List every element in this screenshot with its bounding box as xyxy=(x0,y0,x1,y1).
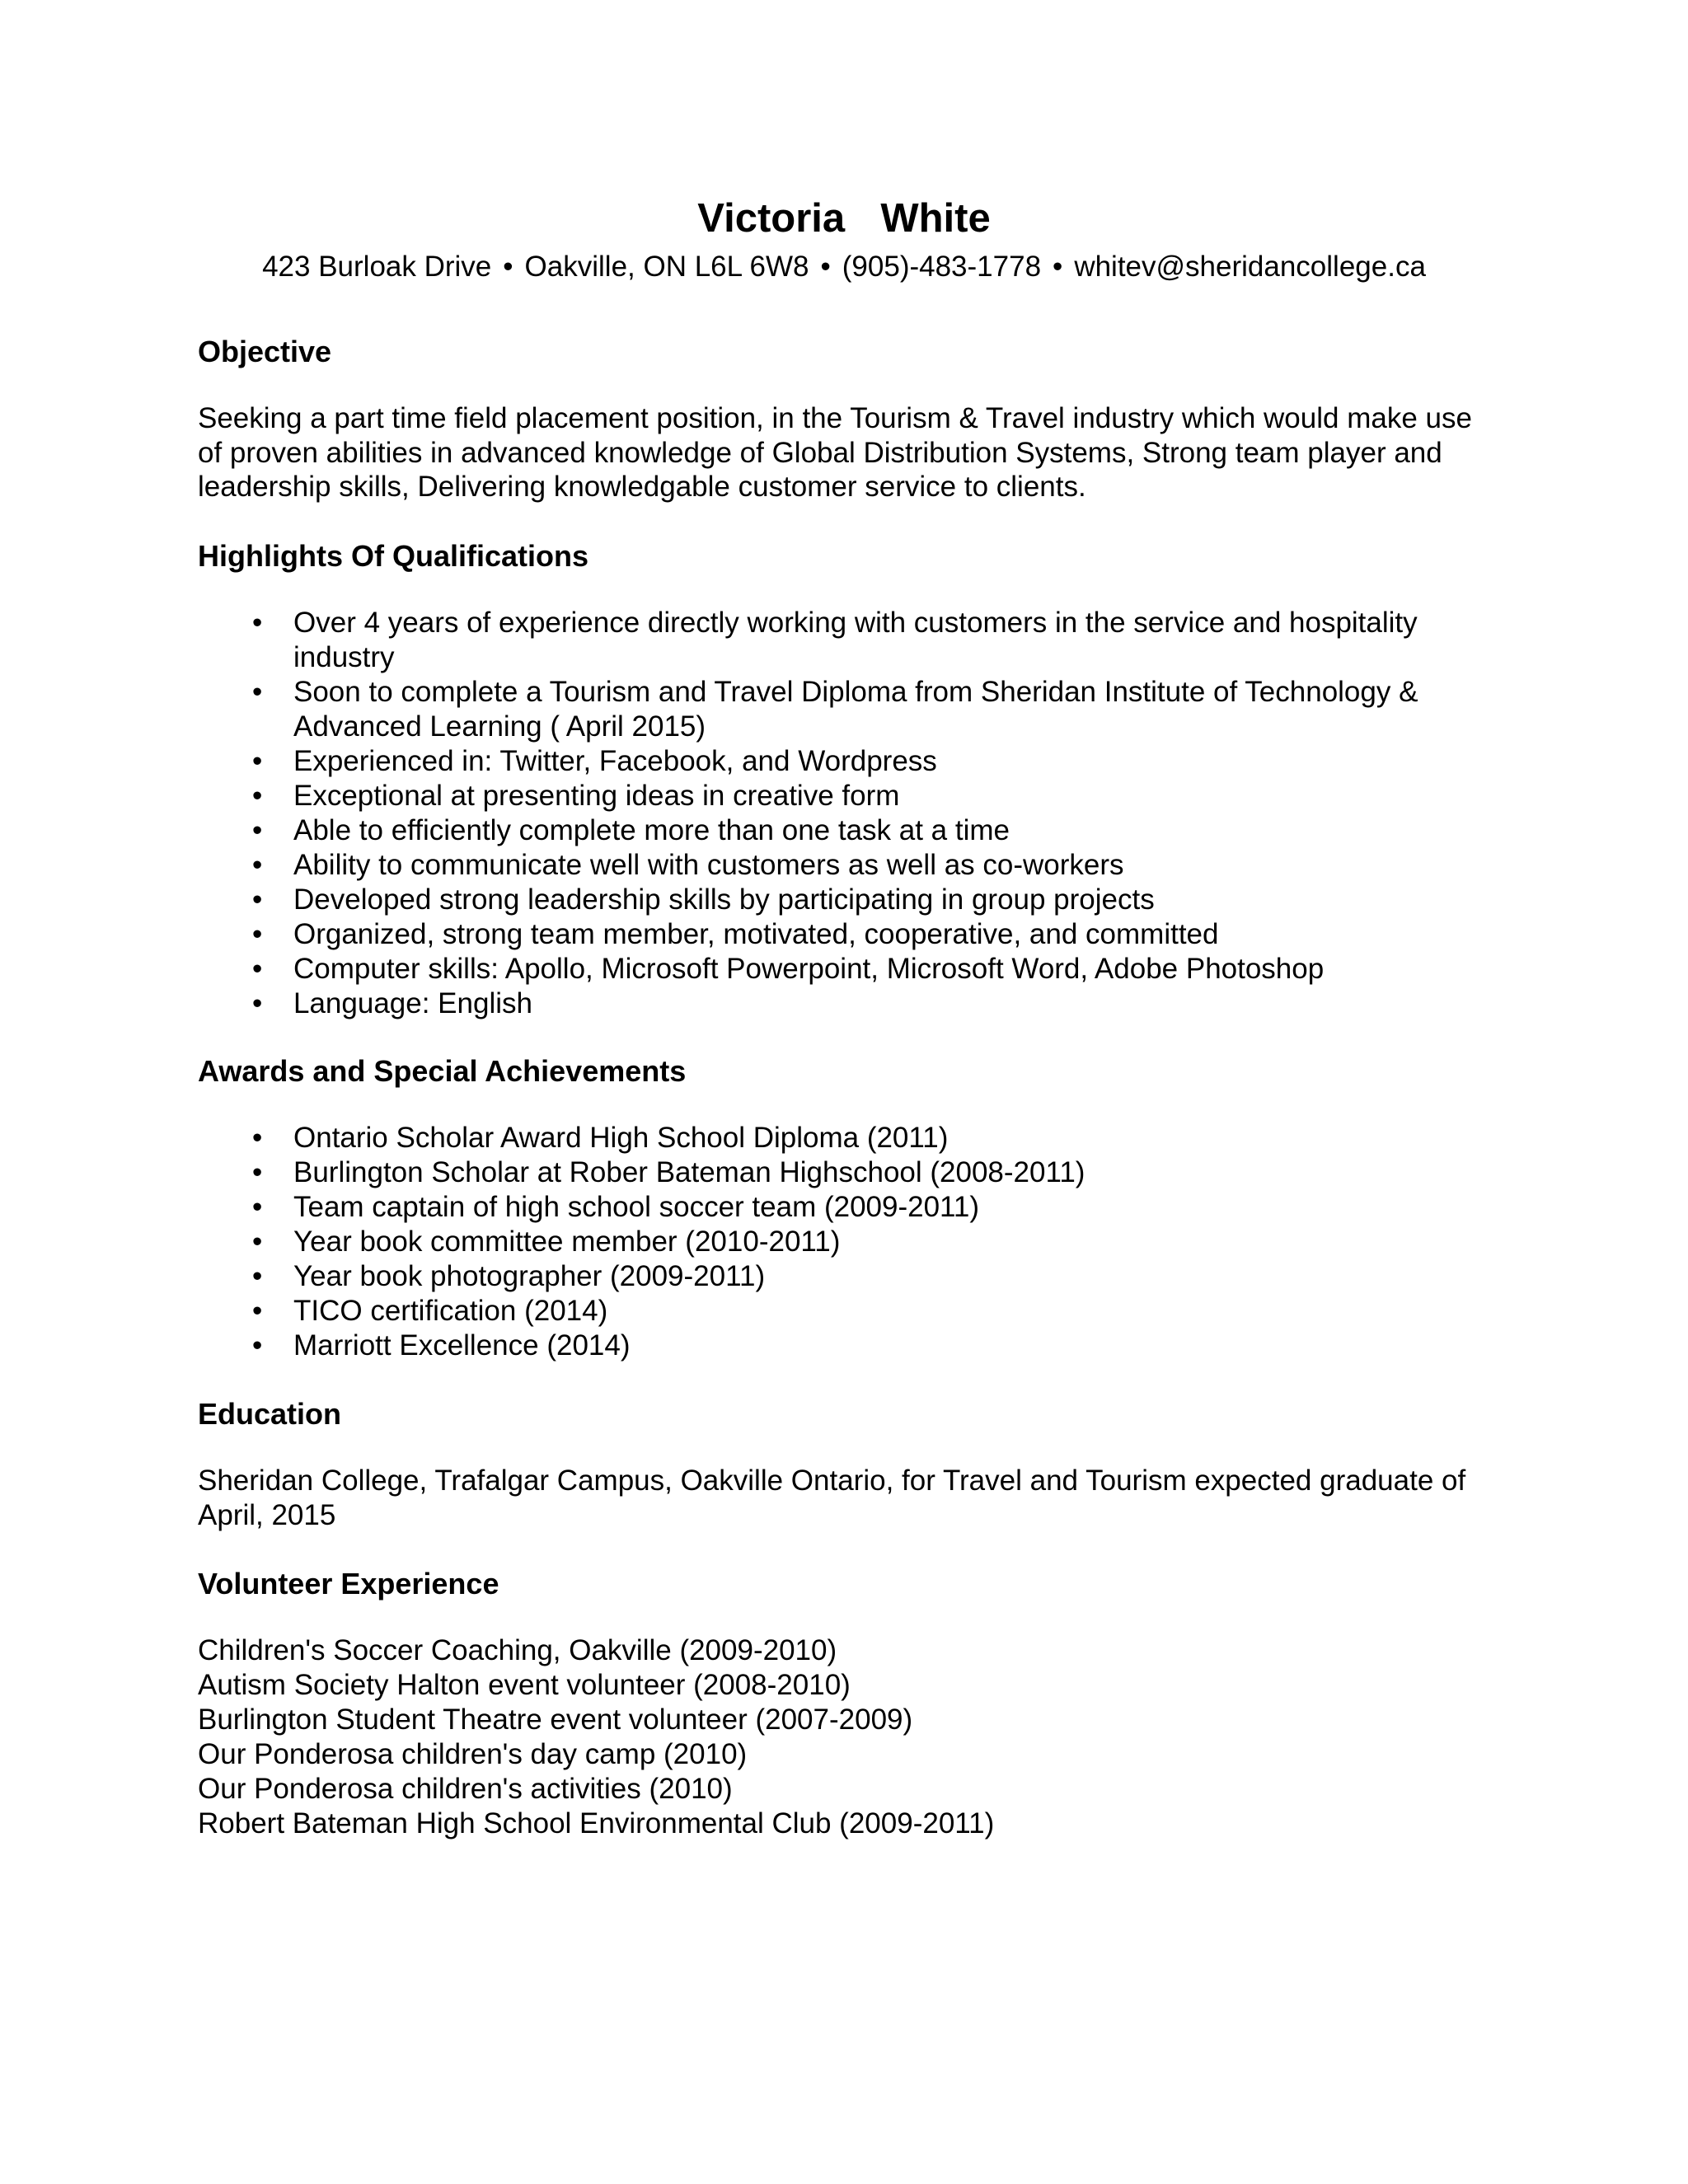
list-item-text: Soon to complete a Tourism and Travel Diploma from Sheridan Institute of Technology & Advanced Learning ( April 2015) xyxy=(293,676,1418,743)
education-section xyxy=(198,1396,1500,1532)
list-item xyxy=(198,606,1500,675)
volunteer-section xyxy=(198,1566,1500,1841)
bullet-icon: • xyxy=(252,1226,263,1258)
candidate-name: Victoria White xyxy=(697,196,991,241)
bullet-icon: • xyxy=(252,987,263,1019)
contact-separator: • xyxy=(503,251,513,283)
section-title-objective: Objective xyxy=(198,335,332,368)
contact-city: Oakville, ON L6L 6W8 xyxy=(524,251,809,283)
contact-line xyxy=(0,249,1688,285)
list-item xyxy=(198,1259,1500,1294)
list-item-text: Able to efficiently complete more than one task at a time xyxy=(293,814,1010,846)
list-item-text: Over 4 years of experience directly working with customers in the service and hospitality industry xyxy=(293,607,1418,673)
bullet-icon: • xyxy=(252,1191,263,1223)
contact-address: 423 Burloak Drive xyxy=(262,251,492,283)
list-item xyxy=(198,848,1500,883)
list-item-text: Exceptional at presenting ideas in creative form xyxy=(293,780,900,812)
contact-separator: • xyxy=(1053,251,1063,283)
bullet-icon: • xyxy=(252,607,263,639)
list-item-text: Team captain of high school soccer team (2009-2011) xyxy=(293,1191,980,1223)
list-item xyxy=(198,1121,1500,1155)
qualifications-section xyxy=(198,538,1500,1021)
list-item: Our Ponderosa children's activities (2010) xyxy=(198,1773,733,1805)
list-item xyxy=(198,675,1500,744)
list-item: Our Ponderosa children's day camp (2010) xyxy=(198,1738,748,1770)
bullet-icon: • xyxy=(252,780,263,812)
list-item-text: Burlington Scholar at Rober Bateman Highschool (2008-2011) xyxy=(293,1156,1085,1188)
section-title-awards: Awards and Special Achievements xyxy=(198,1054,687,1088)
list-item xyxy=(198,1155,1500,1190)
list-item: Burlington Student Theatre event volunteer (2007-2009) xyxy=(198,1704,913,1736)
contact-phone: (905)-483-1778 xyxy=(842,251,1042,283)
list-item-text: Language: English xyxy=(293,987,532,1019)
list-item xyxy=(198,1190,1500,1225)
bullet-icon: • xyxy=(252,918,263,950)
list-item-text: Developed strong leadership skills by participating in group projects xyxy=(293,883,1155,916)
bullet-icon: • xyxy=(252,676,263,708)
list-item-text: Year book photographer (2009-2011) xyxy=(293,1260,766,1292)
education-text: Sheridan College, Trafalgar Campus, Oakville Ontario, for Travel and Tourism expected graduate of April, 2015 xyxy=(198,1465,1466,1531)
objective-section xyxy=(198,334,1500,504)
list-item-text: Year book committee member (2010-2011) xyxy=(293,1226,841,1258)
resume-header xyxy=(0,193,1688,285)
awards-section xyxy=(198,1053,1500,1363)
contact-separator: • xyxy=(820,251,831,283)
list-item xyxy=(198,917,1500,952)
awards-list xyxy=(198,1121,1500,1363)
bullet-icon: • xyxy=(252,883,263,916)
section-title-qualifications: Highlights Of Qualifications xyxy=(198,539,589,573)
bullet-icon: • xyxy=(252,1295,263,1327)
volunteer-list xyxy=(198,1633,1500,1841)
list-item: Autism Society Halton event volunteer (2008-2010) xyxy=(198,1669,851,1701)
list-item-text: Computer skills: Apollo, Microsoft Powerpoint, Microsoft Word, Adobe Photoshop xyxy=(293,953,1325,985)
list-item-text: TICO certification (2014) xyxy=(293,1295,608,1327)
list-item xyxy=(198,987,1500,1021)
list-item-text: Experienced in: Twitter, Facebook, and Wordpress xyxy=(293,745,937,777)
contact-email: whitev@sheridancollege.ca xyxy=(1074,251,1426,283)
bullet-icon: • xyxy=(252,814,263,846)
bullet-icon: • xyxy=(252,1329,263,1361)
bullet-icon: • xyxy=(252,1122,263,1154)
list-item xyxy=(198,813,1500,848)
bullet-icon: • xyxy=(252,1260,263,1292)
list-item: Children's Soccer Coaching, Oakville (2009-2010) xyxy=(198,1634,837,1666)
list-item xyxy=(198,883,1500,917)
bullet-icon: • xyxy=(252,849,263,881)
bullet-icon: • xyxy=(252,1156,263,1188)
list-item-text: Ability to communicate well with customers as well as co-workers xyxy=(293,849,1124,881)
list-item-text: Marriott Excellence (2014) xyxy=(293,1329,631,1361)
list-item-text: Organized, strong team member, motivated, cooperative, and committed xyxy=(293,918,1219,950)
list-item xyxy=(198,952,1500,987)
section-title-volunteer: Volunteer Experience xyxy=(198,1567,499,1601)
bullet-icon: • xyxy=(252,745,263,777)
list-item xyxy=(198,1294,1500,1329)
section-title-education: Education xyxy=(198,1397,342,1431)
objective-text: Seeking a part time field placement position, in the Tourism & Travel industry which would make use of proven abilities in advanced knowledge of Global Distribution Systems, Strong team player and leadership skills, Delivering knowledgable customer service to clients. xyxy=(198,402,1472,503)
bullet-icon: • xyxy=(252,953,263,985)
list-item xyxy=(198,1225,1500,1259)
list-item-text: Ontario Scholar Award High School Diploma (2011) xyxy=(293,1122,949,1154)
qualifications-list xyxy=(198,606,1500,1021)
list-item: Robert Bateman High School Environmental Club (2009-2011) xyxy=(198,1807,995,1840)
list-item xyxy=(198,1329,1500,1363)
list-item xyxy=(198,779,1500,813)
list-item xyxy=(198,744,1500,779)
